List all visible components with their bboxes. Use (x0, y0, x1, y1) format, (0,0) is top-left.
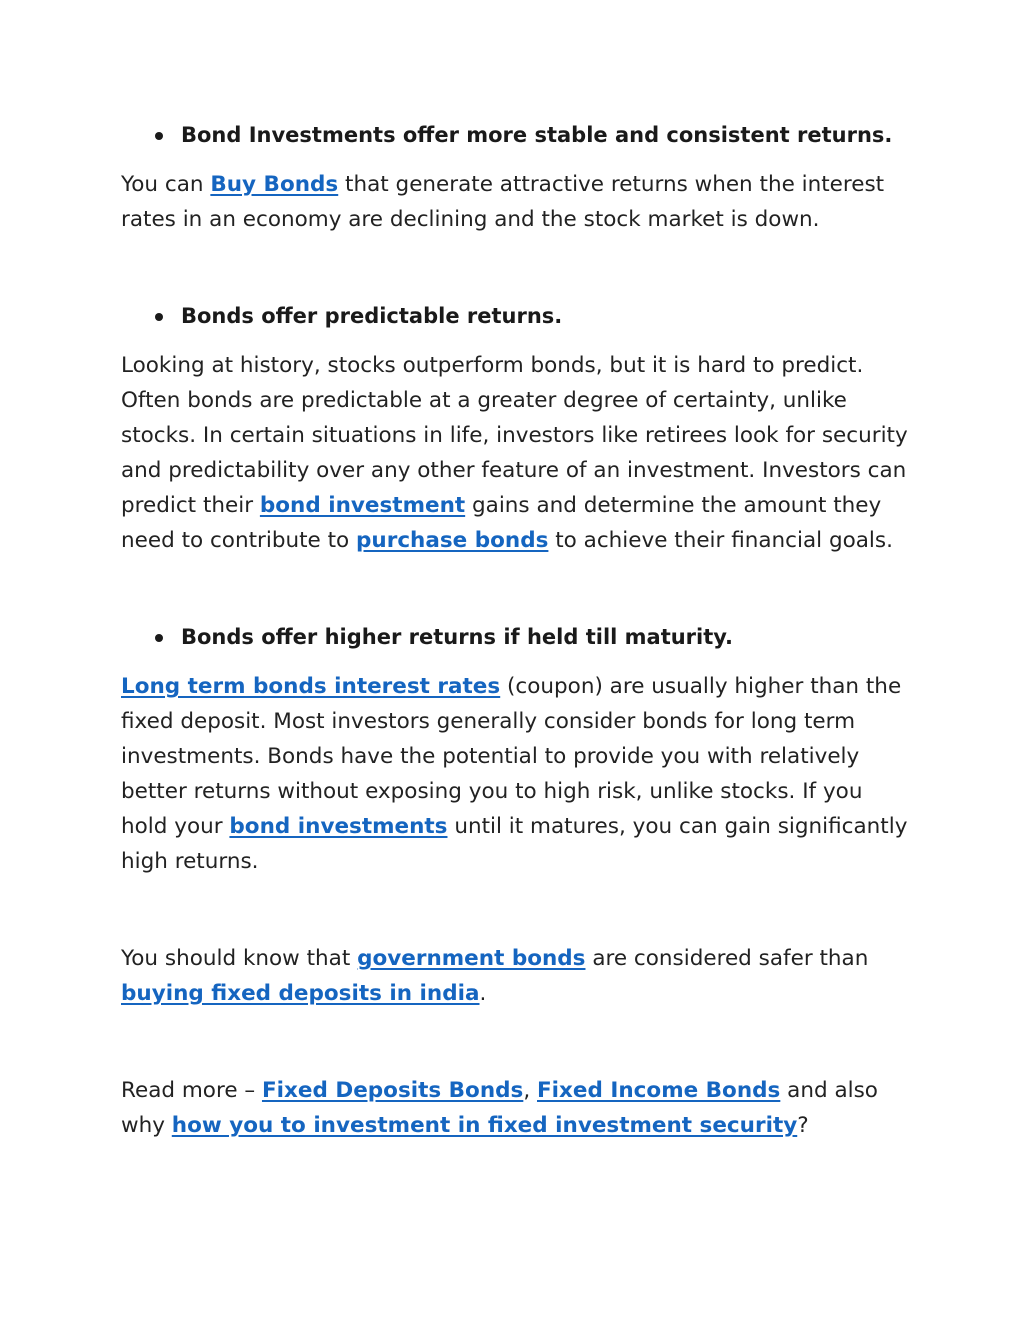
link-purchase-bonds[interactable]: purchase bonds (356, 528, 549, 553)
text-span: that generate attractive returns when the interest rates in an economy are declining and the stock market is down. (121, 172, 885, 232)
bullet-heading-predictable-returns (155, 299, 911, 334)
paragraph-read-more (121, 1073, 911, 1143)
text-span: are considered safer than (585, 946, 869, 971)
text-span: Read more – (121, 1078, 262, 1103)
bullet-heading-maturity (155, 620, 911, 655)
paragraph-maturity (121, 669, 911, 879)
heading-text: Bonds offer predictable returns. (181, 304, 563, 328)
bullet-heading-stable-returns (155, 118, 911, 153)
text-span: and also why (121, 1078, 878, 1138)
bullet-dot-icon (155, 634, 163, 642)
link-buying-fixed-deposits[interactable]: buying fixed deposits in india (121, 981, 480, 1006)
text-span: You can (121, 172, 211, 197)
text-span: gains and determine the amount they need to contribute to (121, 493, 882, 553)
text-span: to achieve their financial goals. (548, 528, 893, 553)
link-fixed-investment-security[interactable]: how you to investment in fixed investment security (171, 1113, 798, 1138)
text-span: . (479, 981, 487, 1006)
link-bond-investment[interactable]: bond investment (259, 493, 466, 518)
link-fixed-income-bonds[interactable]: Fixed Income Bonds (537, 1078, 781, 1103)
paragraph-government-bonds (121, 941, 911, 1011)
bullet-dot-icon (155, 132, 163, 140)
link-buy-bonds[interactable]: Buy Bonds (210, 172, 339, 197)
text-span: You should know that (121, 946, 358, 971)
link-long-term-bonds-interest-rates[interactable]: Long term bonds interest rates (121, 674, 501, 699)
paragraph-buy-bonds (121, 167, 911, 237)
text-span: ? (797, 1113, 809, 1138)
document-page (121, 118, 911, 1143)
paragraph-predictable (121, 348, 911, 558)
text-span: Looking at history, stocks outperform bonds, but it is hard to predict. Often bonds are predictable at a greater degree of certainty, unlike stocks. In certain situations in life, investors like retirees look for security and predictability over any other feature of an investment. Investors can predict their (121, 353, 908, 518)
text-span: , (523, 1078, 537, 1103)
heading-text: Bonds offer higher returns if held till maturity. (181, 625, 734, 649)
link-bond-investments[interactable]: bond investments (229, 814, 448, 839)
bullet-dot-icon (155, 313, 163, 321)
text-span: until it matures, you can gain significantly high returns. (121, 814, 908, 874)
link-government-bonds[interactable]: government bonds (357, 946, 586, 971)
text-span: (coupon) are usually higher than the fixed deposit. Most investors generally consider bonds for long term investments. Bonds have the potential to provide you with relatively better returns without exposing you to high risk, unlike stocks. If you hold your (121, 674, 902, 839)
link-fixed-deposits-bonds[interactable]: Fixed Deposits Bonds (261, 1078, 524, 1103)
heading-text: Bond Investments offer more stable and consistent returns. (181, 123, 893, 147)
